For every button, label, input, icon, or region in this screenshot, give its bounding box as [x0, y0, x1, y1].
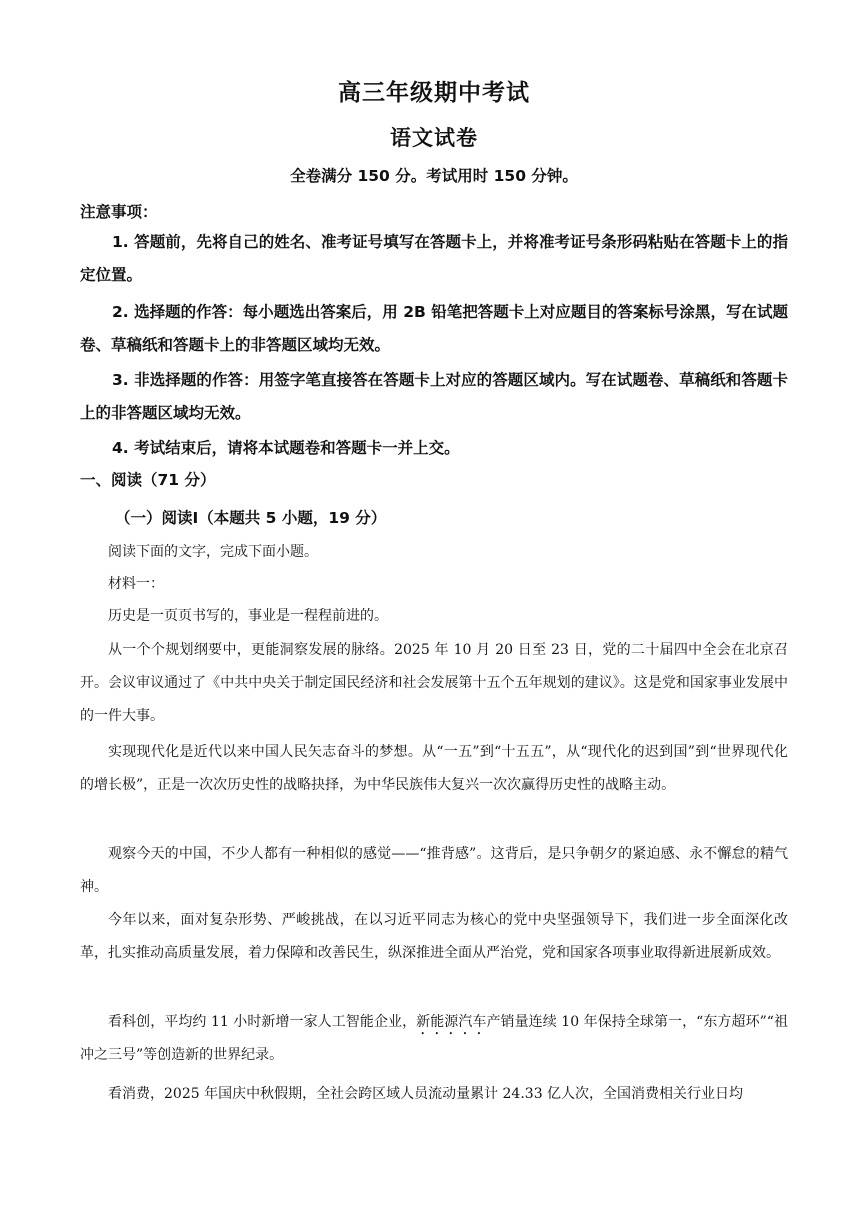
passage-paragraph-science [80, 1006, 788, 1072]
note-item-1: 1. 答题前，先将自己的姓名、准考证号填写在答题卡上，并将准考证号条形码粘贴在答题卡上的指定位置。 [80, 233, 788, 284]
note-item-4: 4. 考试结束后，请将本试题卷和答题卡一并上交。 [112, 439, 460, 457]
material-label: 材料一： [108, 576, 164, 592]
part-title: 一、阅读（71 分） [80, 471, 216, 489]
passage-paragraph: 从一个个规划纲要中，更能洞察发展的脉络。2025 年 10 月 20 日至 23 日，党的二十届四中全会在北京召开。会议审议通过了《中共中央关于制定国民经济和社会发展第十五个五年规划的建议》。这是党和国家事业发展中的一件大事。 [80, 642, 788, 724]
emphasized-term: 新能源汽车 [416, 1014, 487, 1030]
instruction-text: 阅读下面的文字，完成下面小题。 [108, 544, 318, 560]
sub-section-title: （一）阅读Ⅰ（本题共 5 小题，19 分） [115, 509, 387, 527]
notes-heading: 注意事项： [80, 203, 158, 221]
passage-paragraph: 历史是一页页书写的，事业是一程程前进的。 [108, 608, 388, 624]
passage-paragraph: 观察今天的中国，不少人都有一种相似的感觉——“推背感”。这背后，是只争朝夕的紧迫感、永不懈怠的精气神。 [80, 846, 788, 895]
science-text-prefix: 看科创，平均约 11 小时新增一家人工智能企业， [108, 1014, 417, 1030]
passage-paragraph-consumption: 看消费，2025 年国庆中秋假期，全社会跨区域人员流动量累计 24.33 亿人次，全国消费相关行业日均 [108, 1086, 744, 1102]
note-item-3: 3. 非选择题的作答：用签字笔直接答在答题卡上对应的答题区域内。写在试题卷、草稿纸和答题卡上的非答题区域均无效。 [80, 371, 788, 422]
note-item-2: 2. 选择题的作答：每小题选出答案后，用 2B 铅笔把答题卡上对应题目的答案标号涂黑，写在试题卷、草稿纸和答题卡上的非答题区域均无效。 [80, 303, 788, 354]
science-text-suffix: 产销量连续 10 年保持全球第一，“东方超环”“祖冲之三号”等创造新的世界纪录。 [80, 1014, 789, 1063]
exam-title: 高三年级期中考试 [338, 80, 530, 106]
passage-paragraph: 实现现代化是近代以来中国人民矢志奋斗的梦想。从“一五”到“十五五”，从“现代化的迟到国”到“世界现代化的增长极”，正是一次次历史性的战略抉择，为中华民族伟大复兴一次次赢得历史性的战略主动。 [80, 744, 788, 793]
score-time-line: 全卷满分 150 分。考试用时 150 分钟。 [290, 167, 578, 185]
exam-subject-title: 语文试卷 [390, 126, 478, 150]
passage-paragraph: 今年以来，面对复杂形势、严峻挑战，在以习近平同志为核心的党中央坚强领导下，我们进一步全面深化改革，扎实推动高质量发展，着力保障和改善民生，纵深推进全面从严治党，党和国家各项事业取得新进展新成效。 [80, 912, 788, 961]
